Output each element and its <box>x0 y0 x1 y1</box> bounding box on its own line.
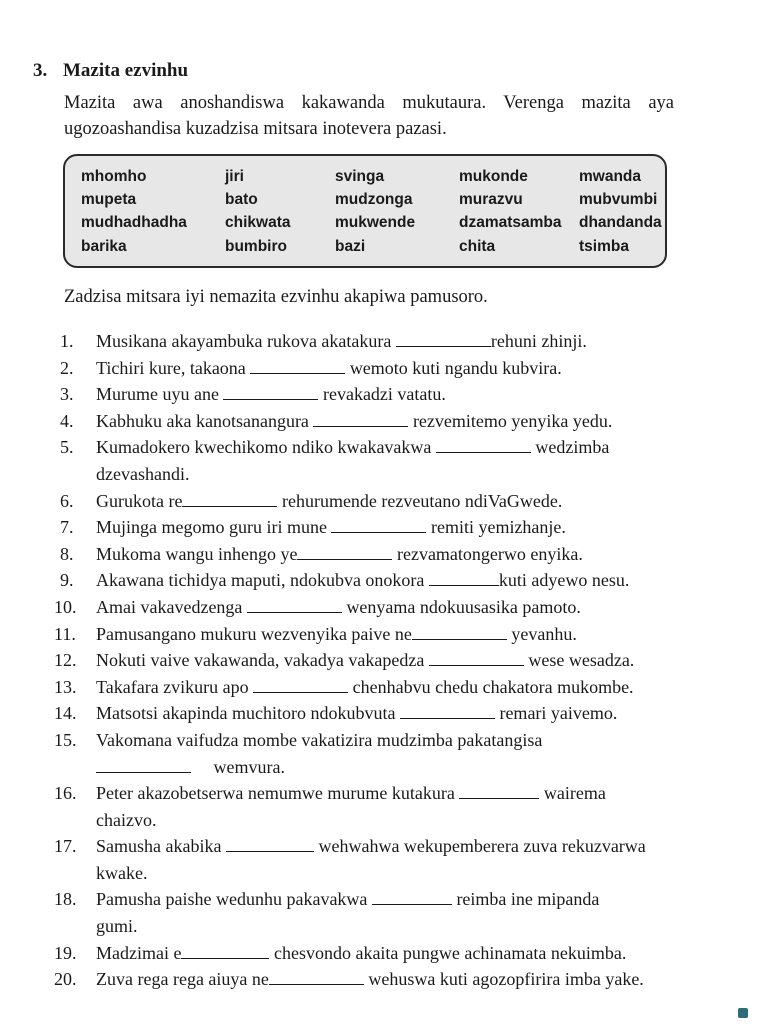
exercise-text <box>96 514 682 541</box>
section-number: 3. <box>33 60 48 81</box>
exercise-number: 5. <box>60 437 74 458</box>
exercise-text-part: Amai vakavedzenga <box>96 596 247 617</box>
exercise-text <box>96 567 682 594</box>
exercise-text <box>96 780 682 833</box>
exercise-text-part: Matsotsi akapinda muchitoro ndokubvuta <box>96 703 400 724</box>
word-box-item: mudhadhadha <box>81 214 187 231</box>
exercise-text <box>96 647 682 674</box>
exercise-number: 6. <box>60 490 74 511</box>
exercise-number: 12. <box>54 650 77 671</box>
exercise-text-part: rehuni zhinji. <box>490 331 587 351</box>
corner-badge-icon <box>738 1008 748 1018</box>
word-box-item: bato <box>225 191 258 208</box>
exercise-number: 10. <box>54 596 77 617</box>
exercise-text-part: rezvamatongerwo enyika. <box>392 543 583 564</box>
exercise-item <box>54 355 682 382</box>
exercise-text <box>96 594 682 621</box>
exercise-item <box>54 381 682 408</box>
answer-blank[interactable] <box>96 758 191 773</box>
exercise-text-part: kwake. <box>96 862 148 883</box>
exercise-text-part: Peter akazobetserwa nemumwe murume kutakura <box>96 783 460 804</box>
word-box-item: svinga <box>335 168 385 185</box>
exercise-item <box>54 780 682 833</box>
answer-blank[interactable] <box>313 412 408 427</box>
exercise-text-part: Kabhuku aka kanotsanangura <box>96 410 314 431</box>
exercise-number: 7. <box>60 517 74 538</box>
exercise-item <box>54 621 682 648</box>
exercise-text-part: Akawana tichidya maputi, ndokubva onokora <box>96 570 429 591</box>
section-heading <box>33 60 188 82</box>
exercise-item <box>54 700 682 727</box>
exercise-text <box>96 674 682 701</box>
word-box-item: bumbiro <box>225 238 287 255</box>
exercise-number: 9. <box>60 570 74 591</box>
exercise-text <box>96 727 682 780</box>
exercise-number: 11. <box>54 623 76 644</box>
exercise-text-part: Musikana akayambuka rukova akatakura <box>96 331 396 351</box>
exercise-text-part: wenyama ndokuusasika pamoto. <box>341 596 581 617</box>
exercise-text-part: wairema <box>539 783 606 804</box>
exercise-text-part: Takafara zvikuru apo <box>96 676 254 697</box>
exercise-text <box>96 833 682 886</box>
exercise-item <box>54 541 682 568</box>
exercise-text <box>96 940 682 967</box>
word-box-item: barika <box>81 238 127 255</box>
word-box-item: mupeta <box>81 191 137 208</box>
exercise-text <box>96 621 682 648</box>
exercise-text-part: Vakomana vaifudza mombe vakatizira mudzimba pakatangisa <box>96 729 543 750</box>
exercise-text-part: Mujinga megomo guru iri mune <box>96 517 332 538</box>
exercise-number: 8. <box>60 543 74 564</box>
answer-blank[interactable] <box>247 598 342 613</box>
exercise-text <box>96 381 682 408</box>
exercise-number: 3. <box>60 384 74 405</box>
word-box-item: dhandanda <box>579 214 662 231</box>
exercise-text-part: chaizvo. <box>96 809 157 830</box>
exercise-text <box>96 355 682 382</box>
answer-blank[interactable] <box>331 518 426 533</box>
exercise-text-part: rehurumende rezveutano ndiVaGwede. <box>277 490 563 511</box>
word-box-item: tsimba <box>579 238 629 255</box>
exercise-text-part: Mukoma wangu inhengo ye <box>96 543 298 564</box>
exercise-number: 17. <box>54 836 77 857</box>
answer-blank[interactable] <box>396 332 491 347</box>
exercise-text-part: kuti adyewo nesu. <box>498 570 630 591</box>
section-intro: Mazita awa anoshandiswa kakawanda mukutaura. Verenga mazita aya ugozoashandisa kuzadzisa mitsara inotevera pazasi. <box>64 93 674 139</box>
exercise-text-part: Madzimai e <box>96 942 182 963</box>
answer-blank[interactable] <box>412 625 507 640</box>
exercise-text-part: Pamusha paishe wedunhu pakavakwa <box>96 889 372 910</box>
exercise-number: 18. <box>54 889 77 910</box>
word-box-item: mukwende <box>335 214 416 231</box>
exercise-item <box>54 328 682 355</box>
exercise-text-part: wehwahwa wekupemberera zuva rekuzvarwa <box>313 836 646 857</box>
exercise-item <box>54 833 682 886</box>
exercise-text-part: wese wesadza. <box>523 650 635 671</box>
exercise-text <box>96 966 682 993</box>
exercise-text-part: yevanhu. <box>506 623 577 644</box>
word-box-item: bazi <box>335 238 366 255</box>
exercise-text-part: wemoto kuti ngandu kubvira. <box>345 357 562 378</box>
word-box-item: dzamatsamba <box>459 214 562 231</box>
exercise-text-part: Pamusangano mukuru wezvenyika paive ne <box>96 623 412 644</box>
answer-blank[interactable] <box>429 571 499 586</box>
exercise-item <box>54 674 682 701</box>
exercise-number: 14. <box>54 703 77 724</box>
answer-blank[interactable] <box>181 944 269 959</box>
exercise-text-part: remari yaivemo. <box>494 703 618 724</box>
answer-blank[interactable] <box>182 492 277 507</box>
exercise-text-part: Samusha akabika <box>96 836 226 857</box>
exercise-list <box>54 328 682 993</box>
exercise-text-part: Gurukota re <box>96 490 183 511</box>
exercise-item <box>54 594 682 621</box>
exercise-item <box>54 966 682 993</box>
exercise-text-part: Nokuti vaive vakawanda, vakadya vakapedza <box>96 650 429 671</box>
exercise-text-part: reimba ine mipanda <box>451 889 600 910</box>
answer-blank[interactable] <box>297 545 392 560</box>
word-box-item: mudzonga <box>335 191 413 208</box>
exercise-text <box>96 886 682 939</box>
exercise-text-part: Kumadokero kwechikomo ndiko kwakavakwa <box>96 437 436 458</box>
exercise-text-part: gumi. <box>96 916 138 937</box>
exercise-item <box>54 886 682 939</box>
exercise-text <box>96 328 682 355</box>
word-box-item: chita <box>459 238 496 255</box>
exercise-text-part: chesvondo akaita pungwe achinamata nekuimba. <box>269 942 627 963</box>
answer-blank[interactable] <box>250 359 345 374</box>
answer-blank[interactable] <box>226 837 314 852</box>
exercise-text-part: wehuswa kuti agozopfirira imba yake. <box>363 969 644 990</box>
word-box-item: mhomho <box>81 168 147 185</box>
exercise-text <box>96 434 682 487</box>
exercise-text <box>96 488 682 515</box>
exercise-text-part: dzevashandi. <box>96 463 190 484</box>
exercise-text-part: Tichiri kure, takaona <box>96 357 251 378</box>
word-box-item: mubvumbi <box>579 191 658 208</box>
exercise-number: 1. <box>60 331 74 351</box>
exercise-item <box>54 567 682 594</box>
answer-blank[interactable] <box>269 970 364 985</box>
exercise-item <box>54 514 682 541</box>
word-box-item: chikwata <box>225 214 291 231</box>
exercise-item <box>54 727 682 780</box>
exercise-instruction: Zadzisa mitsara iyi nemazita ezvinhu akapiwa pamusoro. <box>64 287 488 307</box>
word-box-item: murazvu <box>459 191 523 208</box>
exercise-number: 4. <box>60 410 74 431</box>
exercise-item <box>54 647 682 674</box>
exercise-number: 20. <box>54 969 77 990</box>
exercise-number: 13. <box>54 676 77 697</box>
answer-blank[interactable] <box>223 385 318 400</box>
exercise-text-part: Zuva rega rega aiuya ne <box>96 969 269 990</box>
exercise-text-part: rezvemitemo yenyika yedu. <box>408 410 613 431</box>
exercise-text-part: wedzimba <box>530 437 610 458</box>
exercise-number: 2. <box>60 357 74 378</box>
exercise-item <box>54 940 682 967</box>
exercise-text-part: wemvura. <box>209 756 285 777</box>
exercise-text <box>96 700 682 727</box>
answer-blank[interactable] <box>436 438 531 453</box>
exercise-text <box>96 408 682 435</box>
exercise-text <box>96 541 682 568</box>
exercise-number: 15. <box>54 729 77 750</box>
answer-blank[interactable] <box>372 890 452 905</box>
exercise-number: 16. <box>54 783 77 804</box>
exercise-number: 19. <box>54 942 77 963</box>
exercise-item <box>54 434 682 487</box>
answer-blank[interactable] <box>429 651 524 666</box>
section-title: Mazita ezvinhu <box>63 60 189 81</box>
exercise-text-part: Murume uyu ane <box>96 384 224 405</box>
word-box-item: mukonde <box>459 168 528 185</box>
word-box <box>63 154 667 268</box>
answer-blank[interactable] <box>400 704 495 719</box>
exercise-item <box>54 488 682 515</box>
exercise-text-part: chenhabvu chedu chakatora mukombe. <box>348 676 634 697</box>
answer-blank[interactable] <box>459 784 539 799</box>
word-box-item: jiri <box>225 168 244 185</box>
word-box-item: mwanda <box>579 168 642 185</box>
exercise-item <box>54 408 682 435</box>
exercise-text-part: remiti yemizhanje. <box>426 517 566 538</box>
answer-blank[interactable] <box>253 678 348 693</box>
exercise-text-part: revakadzi vatatu. <box>318 384 446 405</box>
